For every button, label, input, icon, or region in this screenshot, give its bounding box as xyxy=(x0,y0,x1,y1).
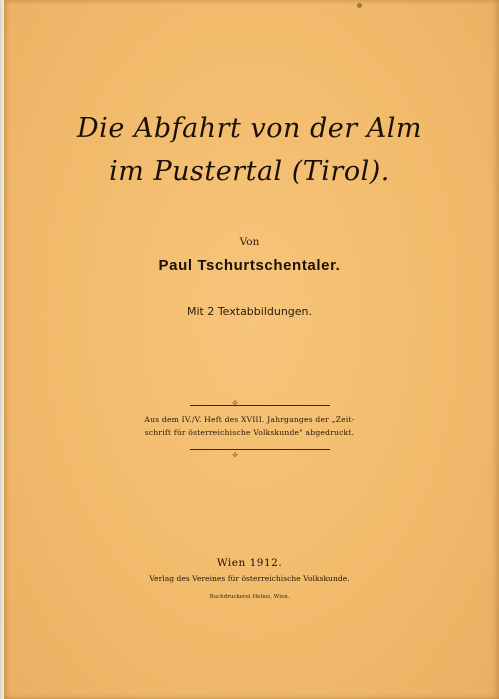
source-note-line-1: Aus dem IV./V. Heft des XVIII. Jahrganges der „Zeit- xyxy=(144,415,355,424)
source-note xyxy=(0,413,499,439)
top-rule xyxy=(190,405,330,406)
title-line-2: im Pustertal (Tirol). xyxy=(109,156,390,187)
subtitle: Mit 2 Textabbildungen. xyxy=(186,305,313,318)
top-ornament: ✧ xyxy=(231,399,239,409)
printer: Buchdruckerei Helios, Wien. xyxy=(209,594,290,600)
author-name: Paul Tschurtschentaler. xyxy=(158,257,341,274)
bottom-rule xyxy=(190,449,330,450)
city-year: Wien 1912. xyxy=(216,557,283,569)
publisher: Verlag des Vereines für österreichische Volkskunde. xyxy=(149,574,350,583)
author-prefix: Von xyxy=(239,236,260,248)
ink-spot xyxy=(357,3,362,8)
title-line-1: Die Abfahrt von der Alm xyxy=(77,113,422,144)
bottom-ornament: ✧ xyxy=(231,451,239,461)
source-note-line-2: schrift für österreichische Volkskunde" abgedruckt. xyxy=(144,428,355,437)
